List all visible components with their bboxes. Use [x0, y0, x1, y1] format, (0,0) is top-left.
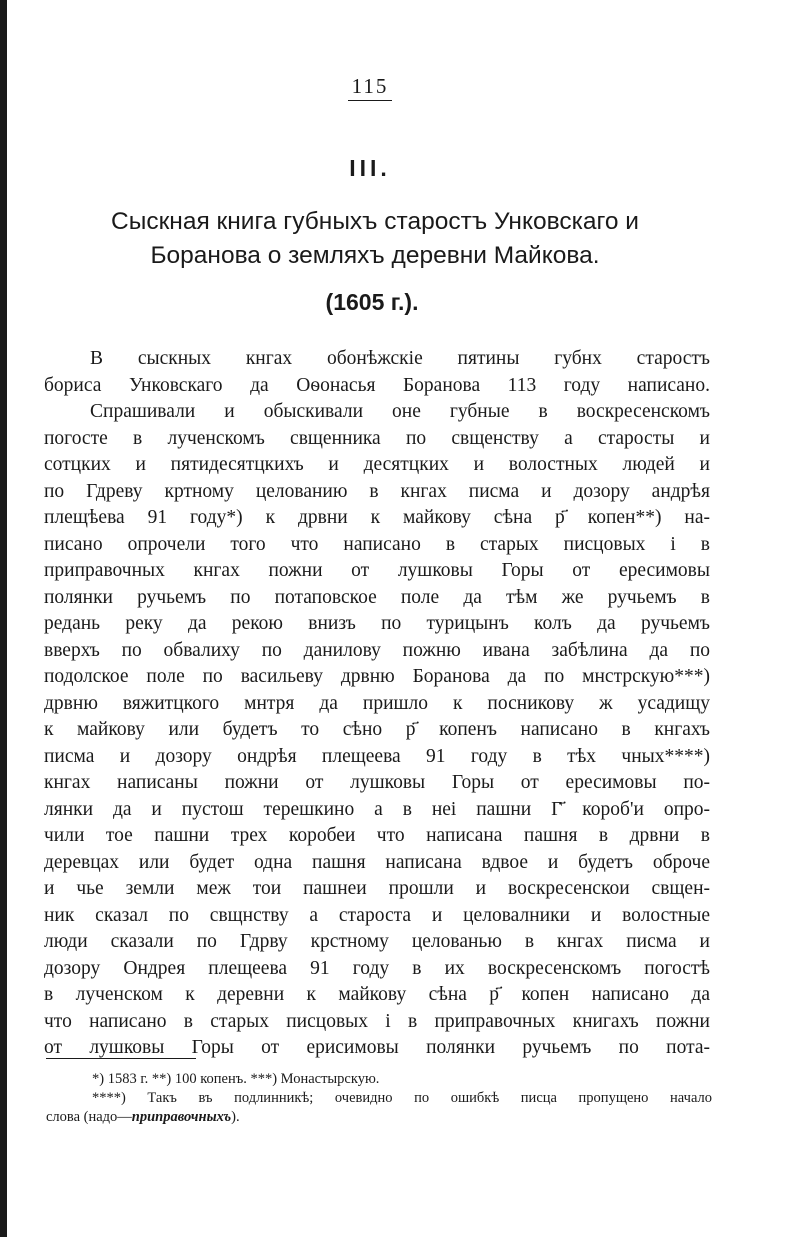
body-text — [44, 346, 710, 1062]
text-line: Спрашивали и обыскивали оне губные в воскресенскомъ — [90, 401, 710, 422]
footnote-line — [46, 1108, 712, 1127]
text-line: В сыскных кнгах обонѣжскіе пятины губнх старостъ — [90, 348, 710, 369]
text-line: писма и дозору ондрѣя плещеева 91 году в тѣх чных****) — [44, 745, 710, 767]
text-line: сотцких и пятидесятцкихъ и десятцких и волостных людей и — [44, 454, 710, 475]
footnote-divider — [46, 1058, 196, 1059]
footnotes — [46, 1070, 712, 1127]
text-line: люди сказали по Гдрву крстному целованью в кнгах писма и — [44, 931, 710, 952]
text-line: полянки ручьемъ по потаповское поле да тѣм же ручьемъ в — [44, 586, 710, 608]
section-number: III. — [349, 155, 391, 181]
title-line: Боранова о земляхъ деревни Майкова. — [150, 242, 600, 269]
footnote-line: *) 1583 г. **) 100 копенъ. ***) Монастырскую. — [92, 1071, 380, 1087]
text-line: вверхъ по обвалиху по данилову пожню ивана забѣлина да по — [44, 639, 710, 661]
text-line: дрвню вяжитцкого мнтря да пришло к посникову ж усадищу — [44, 692, 710, 714]
text-line: от лушковы Горы от ерисимовы полянки ручьемъ по пота- — [44, 1037, 710, 1058]
footnote-text: ). — [231, 1109, 240, 1125]
text-line: кнгах написаны пожни от лушковы Горы от ересимовы по- — [44, 772, 710, 793]
text-line: писано опрочели того что написано в старых писцовых і в — [44, 533, 710, 555]
text-line: лянки да и пустош терешкино а в неі пашни Г҃ короб'и опро- — [44, 798, 710, 820]
footnote-line: ****) Такъ въ подлинникѣ; очевидно по ошибкѣ писца пропущено начало — [92, 1090, 712, 1106]
text-line: погосте в лученскомъ свщенника по свщенству а старосты и — [44, 427, 710, 449]
text-line: и чье земли меж тои пашнеи прошли и воскресенскои свщен- — [44, 878, 710, 899]
text-line: в лученском к деревни к майкову сѣна р҃ копен написано да — [44, 984, 710, 1005]
document-year: (1605 г.). — [325, 289, 419, 315]
page-number: 115 — [0, 74, 740, 101]
title-line: Сыскная книга губныхъ старостъ Унковскаго и — [111, 208, 639, 235]
document-title — [40, 205, 710, 273]
text-line: подолское поле по васильеву дрвню Боранова да по мнстрскую***) — [44, 666, 710, 687]
text-line: бориса Унковскаго да Оѳонасья Боранова 113 году написано. — [44, 374, 710, 396]
text-line: плещѣева 91 году*) к дрвни к майкову сѣна р҃ копен**) на- — [44, 507, 710, 528]
text-line: редань реку да рекою внизъ по турицынъ колъ да ручьемъ — [44, 613, 710, 634]
text-line: дозору Ондрея плещеева 91 году в их воскресенскомъ погостѣ — [44, 957, 710, 979]
footnote-emphasis: приправочныхъ — [131, 1109, 232, 1125]
text-line: к майкову или будетъ то сѣно р҃ копенъ написано в кнгахъ — [44, 719, 710, 740]
text-line: приправочных кнгах пожни от лушковы Горы от ересимовы — [44, 560, 710, 581]
text-line: чили тое пашни трех коробеи что написана пашня в дрвни в — [44, 825, 710, 846]
text-line: деревцах или будет одна пашня написана вдвое и будетъ оброче — [44, 851, 710, 873]
text-line: по Гдреву кртному целованию в кнгах писма и дозору андрѣя — [44, 480, 710, 502]
text-line: ник сказал по свщнству а староста и целовалники и волостные — [44, 904, 710, 926]
text-line: что написано в старых писцовых і в приправочных книгахъ пожни — [44, 1010, 710, 1032]
footnote-text: слова (надо— — [46, 1109, 132, 1125]
